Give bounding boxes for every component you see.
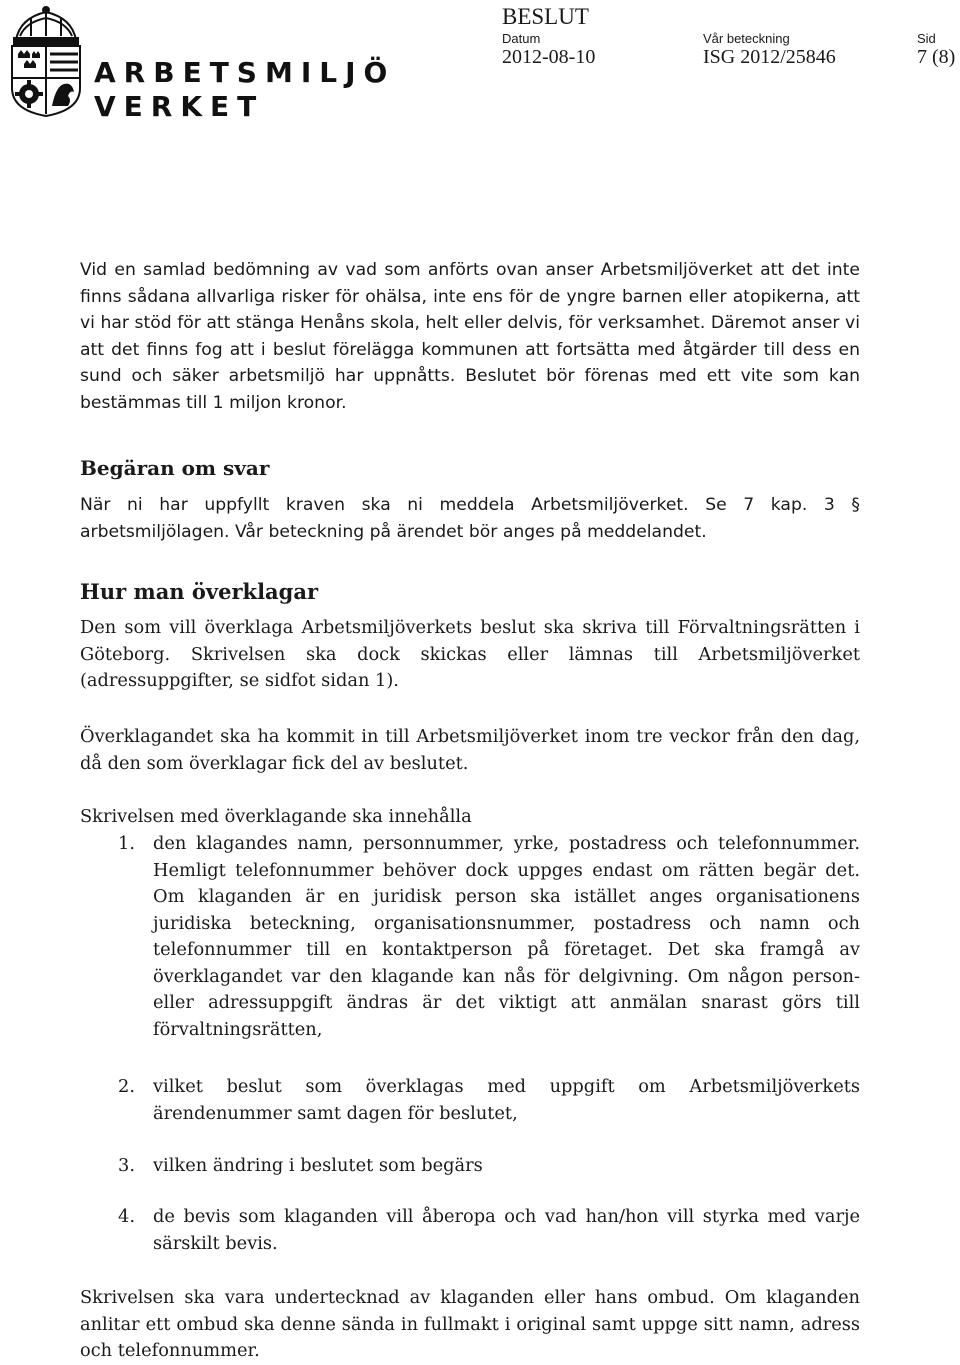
- date-label: Datum: [502, 31, 541, 46]
- list-item-number: 2.: [118, 1076, 135, 1097]
- appeal-paragraph-1: Den som vill överklaga Arbetsmiljöverkets beslut ska skriva till Förvaltningsrätten i Göteborg. Skrivelsen ska dock skickas eller lämnas till Arbetsmiljöverket (adressuppgifter, se sidfot sidan 1).: [80, 617, 860, 691]
- list-item-text: de bevis som klaganden vill åberopa och vad han/hon vill styrka med varje särskilt bevis.: [153, 1206, 860, 1254]
- page-label: Sid: [917, 31, 936, 46]
- assessment-paragraph: Vid en samlad bedömning av vad som anförts ovan anser Arbetsmiljöverket att det inte finns sådana allvarliga risker för ohälsa, inte ens för de yngre barnen eller atopikerna, att vi har stöd för att stänga Henåns skola, helt eller delvis, för verksamhet. Däremot anser vi att det finns fog att i beslut förelägga kommunen att fortsätta med åtgärder till dess en sund och säker arbetsmiljö har uppnåtts. Beslutet bör förenas med ett vite som kan bestämmas till 1 miljon kronor.: [80, 260, 860, 413]
- reference-label: Vår beteckning: [703, 31, 790, 46]
- list-item-number: 3.: [118, 1155, 135, 1176]
- agency-name-line-2: VERKET: [94, 90, 265, 123]
- request-paragraph: När ni har uppfyllt kraven ska ni meddela Arbetsmiljöverket. Se 7 kap. 3 § arbetsmiljölagen. Vår beteckning på ärendet bör anges på meddelandet.: [80, 495, 860, 542]
- reference-value: ISG 2012/25846: [703, 46, 836, 68]
- appeal-heading: Hur man överklagar: [80, 579, 319, 604]
- list-item-number: 4.: [118, 1206, 135, 1227]
- list-item-number: 1.: [118, 833, 135, 854]
- request-heading: Begäran om svar: [80, 456, 270, 480]
- date-value: 2012-08-10: [502, 46, 596, 68]
- agency-logo: [6, 6, 396, 123]
- closing-paragraph: Skrivelsen ska vara undertecknad av klaganden eller hans ombud. Om klaganden anlitar ett ombud ska denne sända in fullmakt i original samt uppge sitt namn, adress och telefonnummer.: [80, 1287, 860, 1361]
- appeal-paragraph-2: Överklagandet ska ha kommit in till Arbetsmiljöverket inom tre veckor från den dag, då den som överklagar fick del av beslutet.: [80, 726, 860, 774]
- page-value: 7 (8): [917, 46, 956, 68]
- list-item-text: vilken ändring i beslutet som begärs: [153, 1155, 483, 1176]
- agency-name-line-1: ARBETSMILJÖ: [94, 56, 396, 89]
- coat-of-arms-icon: [6, 6, 86, 118]
- contents-intro: Skrivelsen med överklagande ska innehålla: [80, 806, 472, 827]
- list-item-text: den klagandes namn, personnummer, yrke, postadress och telefonnummer. Hemligt telefonnummer behöver dock uppges endast om rätten begär det. Om klaganden är en juridisk person ska istället anges organisationens juridiska beteckning, organisationsnummer, postadress och namn och telefonnummer till en kontaktperson på företaget. Det ska framgå av överklagandet var den klagande kan nås för delgivning. Om någon person- eller adressuppgift ändras är det viktigt att anmälan snarast görs till förvaltningsrätten,: [153, 833, 860, 1040]
- list-item-text: vilket beslut som överklagas med uppgift om Arbetsmiljöverkets ärendenummer samt dagen för beslutet,: [153, 1076, 860, 1124]
- agency-wordmark: [94, 56, 395, 124]
- document-type: BESLUT: [502, 4, 589, 29]
